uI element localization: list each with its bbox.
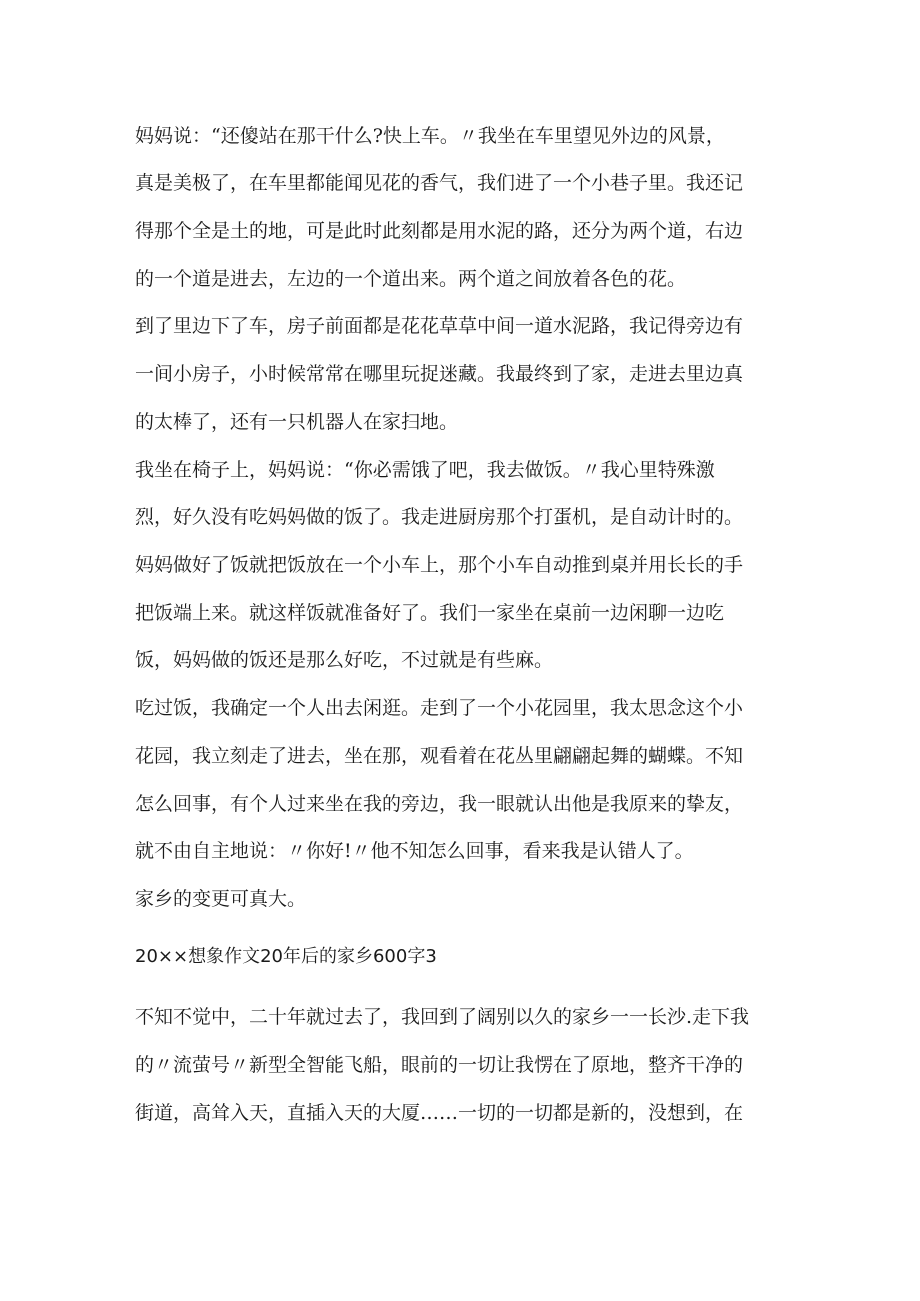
text-line: 妈妈说：“还傻站在那干什么?快上车。〃我坐在车里望见外边的风景，	[135, 125, 725, 147]
text-line: 吃过饭，我确定一个人出去闲逛。走到了一个小花园里，我太思念这个小	[135, 697, 744, 719]
text-line: 我坐在椅子上，妈妈说：“你必需饿了吧，我去做饭。〃我心里特殊激	[135, 459, 715, 481]
text-line: 得那个全是土的地，可是此时此刻都是用水泥的路，还分为两个道，右边	[135, 220, 744, 242]
text-line: 怎么回事，有个人过来坐在我的旁边，我一眼就认出他是我原来的挚友，	[135, 793, 744, 815]
text-line: 妈妈做好了饭就把饭放在一个小车上，那个小车自动推到桌并用长长的手	[135, 554, 744, 576]
text-line: 的一个道是进去，左边的一个道出来。两个道之间放着各色的花。	[135, 268, 687, 290]
text-line: 烈，好久没有吃妈妈做的饭了。我走进厨房那个打蛋机，是自动计时的。	[135, 506, 744, 528]
text-line: 把饭端上来。就这样饭就准备好了。我们一家坐在桌前一边闲聊一边吃	[135, 602, 725, 624]
text-line: 饭，妈妈做的饭还是那么好吃，不过就是有些麻。	[135, 649, 554, 671]
text-line: 的〃流萤号〃新型全智能飞船，眼前的一切让我愣在了原地，整齐干净的	[135, 1054, 744, 1076]
text-line: 的太棒了，还有一只机器人在家扫地。	[135, 411, 459, 433]
text-line: 就不由自主地说：〃你好!〃他不知怎么回事，看来我是认错人了。	[135, 840, 694, 862]
text-line: 花园，我立刻走了进去，坐在那，观看着在花丛里翩翩起舞的蝴蝶。不知	[135, 745, 744, 767]
text-line: 街道，高耸入天，直插入天的大厦……一切的一切都是新的，没想到，在	[135, 1102, 744, 1124]
text-line: 到了里边下了车，房子前面都是花花草草中间一道水泥路，我记得旁边有	[135, 315, 744, 337]
text-line: 真是美极了，在车里都能闻见花的香气，我们进了一个小巷子里。我还记	[135, 172, 744, 194]
section-heading: 20××想象作文20年后的家乡600字3	[135, 946, 437, 967]
text-line: 不知不觉中，二十年就过去了，我回到了阔别以久的家乡一一长沙.走下我	[135, 1006, 750, 1028]
text-line: 一间小房子，小时候常常在哪里玩捉迷藏。我最终到了家，走进去里边真	[135, 363, 744, 385]
text-line: 家乡的变更可真大。	[135, 888, 307, 910]
